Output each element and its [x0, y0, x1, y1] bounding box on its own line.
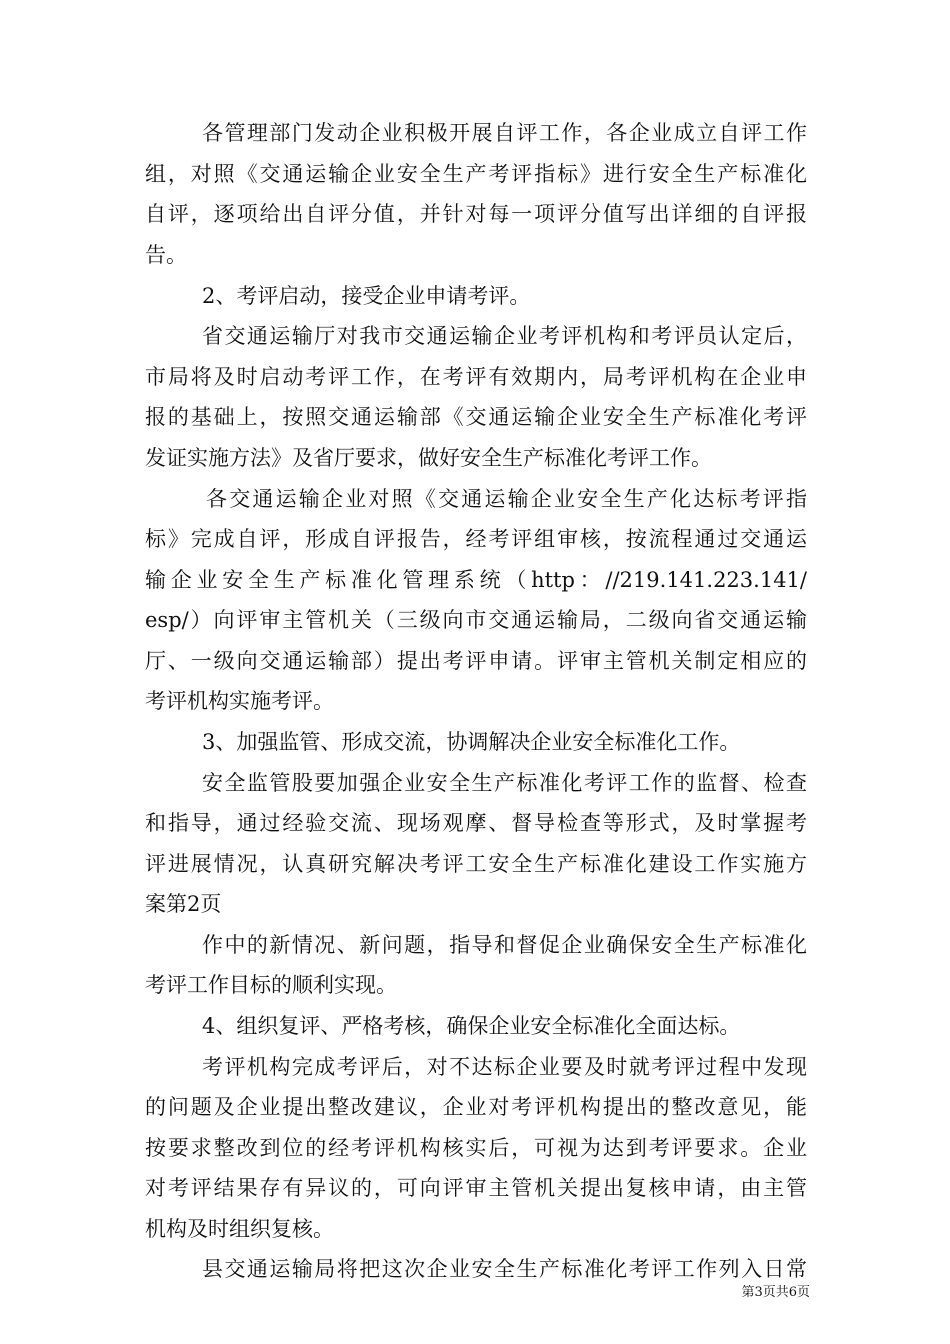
- text-line: 考评机构实施考评。: [145, 689, 334, 713]
- text-line: 标》完成自评，形成自评报告，经考评组审核，按流程通过交通运: [145, 527, 807, 551]
- text-line: 市局将及时启动考评工作，在考评有效期内，局考评机构在企业申: [145, 365, 807, 389]
- text-line: 对考评结果存有异议的，可向评审主管机关提出复核申请，由主管: [145, 1176, 807, 1200]
- text-line: 发证实施方法》及省厅要求，做好安全生产标准化考评工作。: [145, 446, 712, 470]
- page-number-footer: 第3页共6页: [741, 1285, 810, 1300]
- text-line: 各管理部门发动企业积极开展自评工作，各企业成立自评工作: [202, 121, 807, 145]
- text-line: 案第2页: [145, 892, 222, 916]
- text-line: 机构及时组织复核。: [145, 1217, 334, 1241]
- text-line: 考评工作目标的顺利实现。: [145, 973, 397, 997]
- text-line: 按要求整改到位的经考评机构核实后，可视为达到考评要求。企业: [145, 1136, 807, 1160]
- text-line: 厅、一级向交通运输部）提出考评申请。评审主管机关制定相应的: [145, 649, 807, 673]
- text-line: 考评机构完成考评后，对不达标企业要及时就考评过程中发现: [202, 1055, 807, 1079]
- text-line: 的问题及企业提出整改建议，企业对考评机构提出的整改意见，能: [145, 1095, 807, 1119]
- text-line: 安全监管股要加强企业安全生产标准化考评工作的监督、检查: [202, 771, 807, 795]
- text-line: 报的基础上，按照交通运输部《交通运输企业安全生产标准化考评: [145, 405, 807, 429]
- text-line: 评进展情况，认真研究解决考评工安全生产标准化建设工作实施方: [145, 852, 807, 876]
- text-line: 4、组织复评、严格考核，确保企业安全标准化全面达标。: [202, 1014, 741, 1038]
- text-line: 县交通运输局将把这次企业安全生产标准化考评工作列入日常: [202, 1257, 807, 1281]
- text-line: 2、考评启动，接受企业申请考评。: [202, 284, 531, 308]
- text-line: 告。: [145, 243, 187, 267]
- text-line: 省交通运输厅对我市交通运输企业考评机构和考评员认定后，: [202, 324, 807, 348]
- text-line: 各交通运输企业对照《交通运输企业安全生产化达标考评指: [206, 487, 807, 511]
- text-line: 和指导，通过经验交流、现场观摩、督导检查等形式，及时掌握考: [145, 811, 807, 835]
- text-line: 作中的新情况、新问题，指导和督促企业确保安全生产标准化: [202, 933, 807, 957]
- text-line: 输企业安全生产标准化管理系统（http：//219.141.223.141/: [145, 568, 807, 592]
- text-line: 组，对照《交通运输企业安全生产考评指标》进行安全生产标准化: [145, 162, 807, 186]
- text-line: 3、加强监管、形成交流，协调解决企业安全标准化工作。: [202, 730, 741, 754]
- text-line: 自评，逐项给出自评分值，并针对每一项评分值写出详细的自评报: [145, 202, 807, 226]
- text-line: esp/）向评审主管机关（三级向市交通运输局，二级向省交通运输: [145, 608, 807, 632]
